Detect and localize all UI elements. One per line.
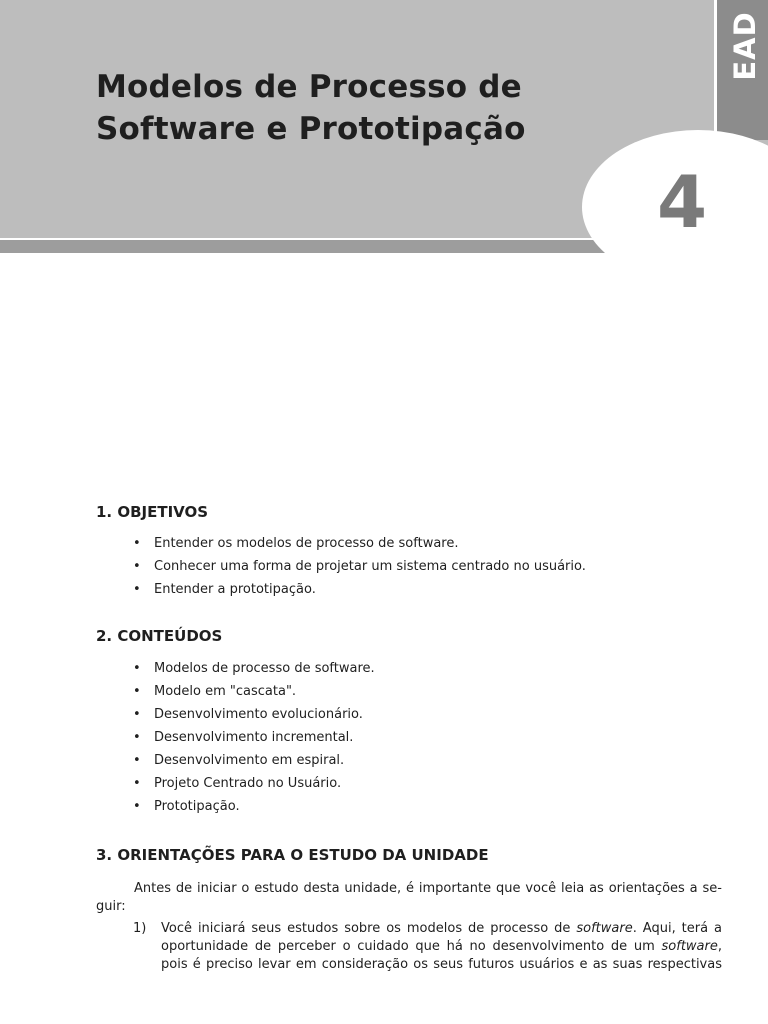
page-title	[96, 66, 566, 150]
list-item: • Prototipação.	[133, 795, 375, 818]
list-item: • Desenvolvimento em espiral.	[133, 749, 375, 772]
bullet-icon: •	[133, 684, 141, 699]
intro-line-2: guir:	[96, 899, 126, 914]
intro-paragraph	[96, 880, 722, 916]
bullet-icon: •	[133, 661, 141, 676]
list-item: • Entender a prototipação.	[133, 578, 586, 601]
item-1-line-2: oportunidade de perceber o cuidado que há no desenvolvimento de um software,	[161, 939, 722, 954]
section-heading-conteudos: 2. CONTEÚDOS	[96, 627, 223, 645]
bullet-icon: •	[133, 730, 141, 745]
item-1-text	[161, 920, 722, 974]
section-heading-orientacoes: 3. ORIENTAÇÕES PARA O ESTUDO DA UNIDADE	[96, 846, 489, 864]
list-item: • Desenvolvimento evolucionário.	[133, 703, 375, 726]
list-item: • Conhecer uma forma de projetar um sistema centrado no usuário.	[133, 555, 586, 578]
list-item: • Entender os modelos de processo de software.	[133, 532, 586, 555]
section-heading-objetivos: 1. OBJETIVOS	[96, 503, 209, 521]
page-title-line-2: Software e Prototipação	[96, 111, 526, 147]
intro-line-1: Antes de iniciar o estudo desta unidade, é importante que você leia as orientações a se-	[134, 881, 722, 896]
item-1-line-3: pois é preciso levar em consideração os seus futuros usuários e as suas respectivas	[161, 957, 722, 972]
item-1-line-1: Você iniciará seus estudos sobre os modelos de processo de software. Aqui, terá a	[161, 921, 722, 936]
objetivos-list	[133, 532, 586, 601]
list-item: • Modelos de processo de software.	[133, 657, 375, 680]
ead-label: EAD	[728, 11, 762, 81]
list-item: • Desenvolvimento incremental.	[133, 726, 375, 749]
ead-side-tab	[714, 0, 768, 140]
conteudos-list	[133, 657, 375, 818]
bullet-icon: •	[133, 799, 141, 814]
list-item: • Projeto Centrado no Usuário.	[133, 772, 375, 795]
bullet-icon: •	[133, 582, 141, 597]
item-number: 1)	[133, 921, 147, 936]
chapter-number: 4	[656, 160, 708, 244]
bullet-icon: •	[133, 707, 141, 722]
bullet-icon: •	[133, 559, 141, 574]
page-title-line-1: Modelos de Processo de	[96, 69, 522, 105]
list-item: • Modelo em "cascata".	[133, 680, 375, 703]
bullet-icon: •	[133, 753, 141, 768]
bullet-icon: •	[133, 536, 141, 551]
bullet-icon: •	[133, 776, 141, 791]
